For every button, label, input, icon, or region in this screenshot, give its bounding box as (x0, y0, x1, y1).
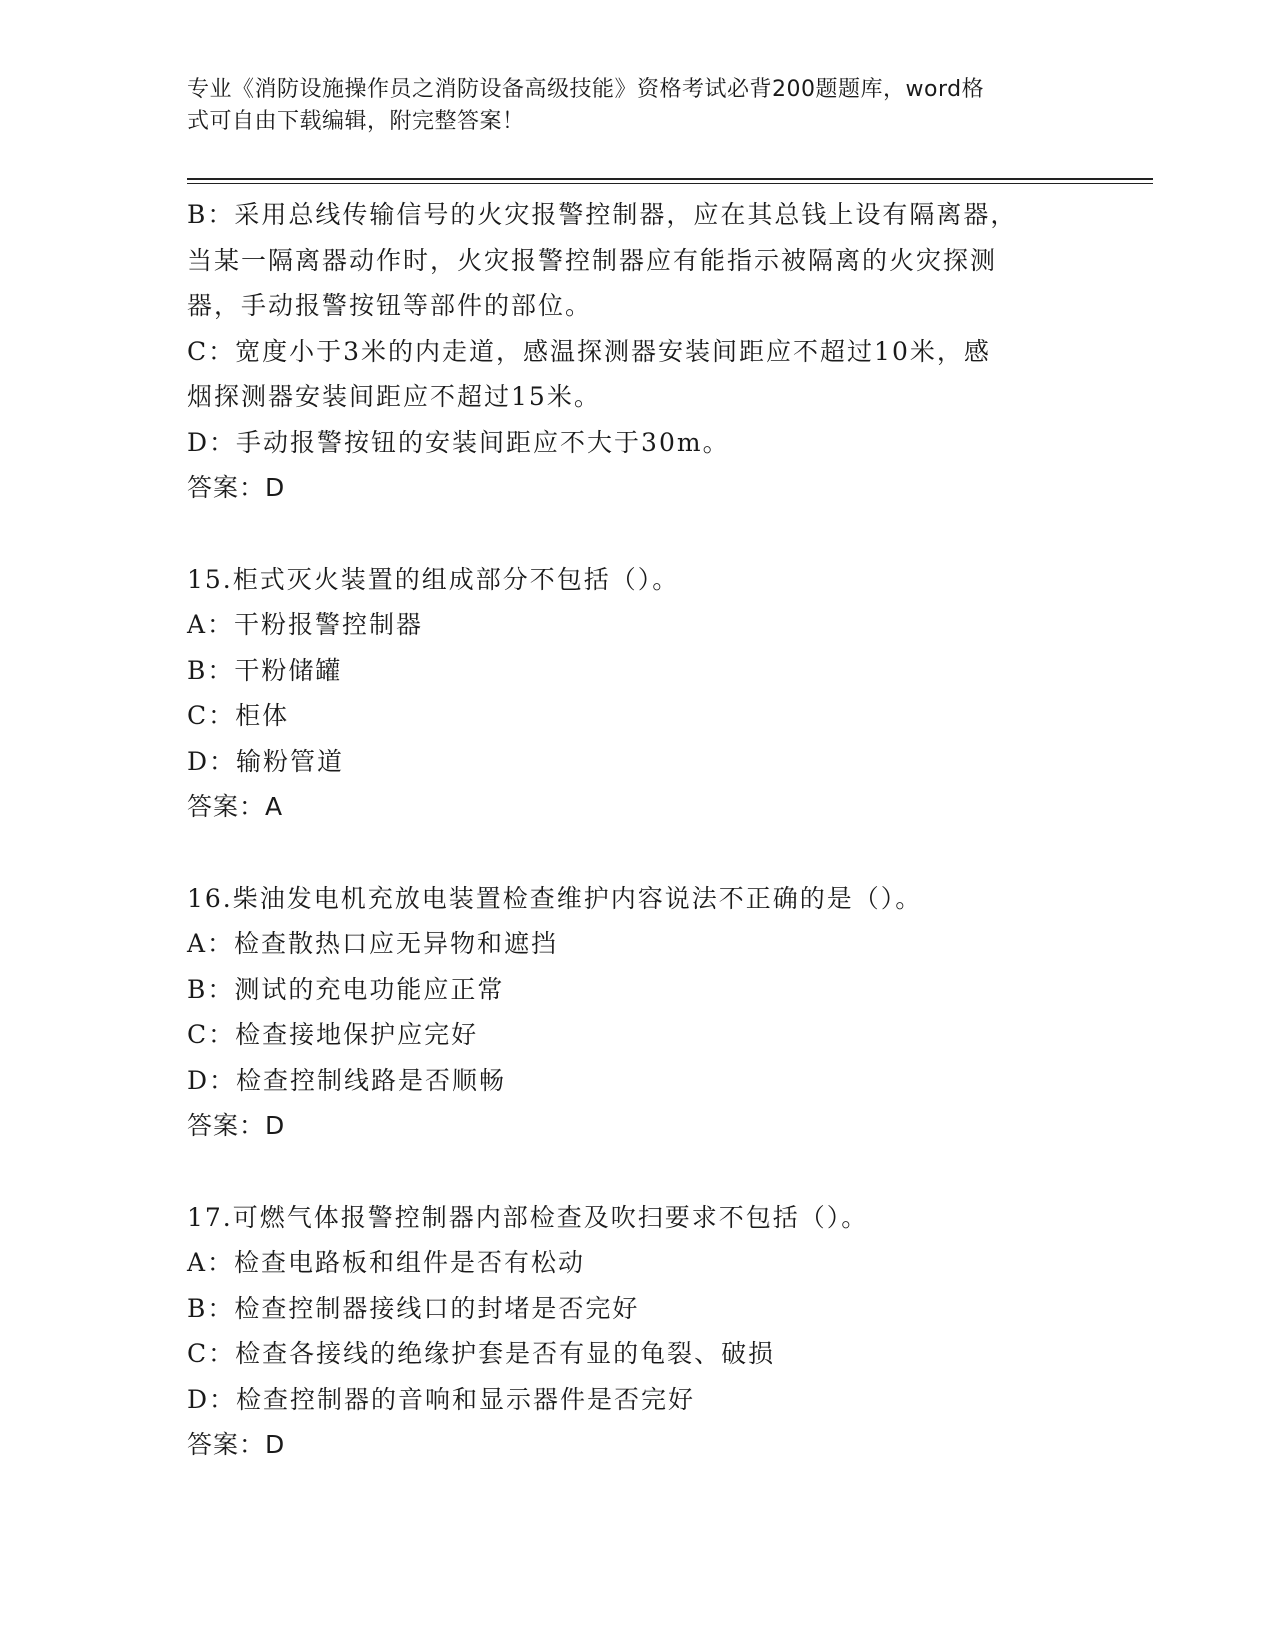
question-17 (187, 1195, 1067, 1468)
option-c: C：柜体 (187, 701, 290, 730)
header-line-1: 专业《消防设施操作员之消防设备高级技能》资格考试必背200题题库，word格 (187, 77, 985, 102)
option-c: C：检查接地保护应完好 (187, 1020, 479, 1049)
header-rule-thick (187, 178, 1153, 180)
header-line-2: 式可自由下载编辑，附完整答案！ (187, 109, 525, 134)
option-d: D：检查控制器的音响和显示器件是否完好 (187, 1384, 696, 1414)
option-line: 当某一隔离器动作时，火灾报警控制器应有能指示被隔离的火灾探测 (187, 245, 998, 275)
option-d: D：输粉管道 (187, 746, 345, 776)
option-a: A：干粉报警控制器 (187, 610, 424, 639)
option-c: C：检查各接线的绝缘护套是否有显的龟裂、破损 (187, 1339, 776, 1368)
option-b: B：检查控制器接线口的封堵是否完好 (187, 1293, 640, 1323)
question-15 (187, 557, 1067, 830)
option-line: 器，手动报警按钮等部件的部位。 (187, 291, 593, 320)
option-line: C：宽度小于3米的内走道，感温探测器安装间距应不超过10米，感 (187, 336, 991, 366)
document-header (187, 74, 1067, 138)
answer-line: 答案：D (187, 1430, 286, 1459)
question-16 (187, 876, 1067, 1149)
answer-line: 答案：A (187, 792, 284, 821)
option-line: 烟探测器安装间距应不超过15米。 (187, 382, 601, 411)
question-content (187, 192, 1067, 1468)
question-stem: 17.可燃气体报警控制器内部检查及吹扫要求不包括（）。 (187, 1202, 869, 1232)
option-a: A：检查散热口应无异物和遮挡 (187, 929, 559, 958)
option-d: D：检查控制线路是否顺畅 (187, 1065, 507, 1095)
option-line: B：采用总线传输信号的火灾报警控制器，应在其总钱上设有隔离器， (187, 200, 1018, 229)
question-stem: 15.柜式灭火装置的组成部分不包括（）。 (187, 564, 680, 594)
option-b: B：干粉储罐 (187, 655, 343, 685)
question-stem: 16.柴油发电机充放电装置检查维护内容说法不正确的是（）。 (187, 883, 923, 913)
continued-question (187, 192, 1067, 511)
option-a: A：检查电路板和组件是否有松动 (187, 1248, 586, 1277)
answer-line: 答案：D (187, 473, 286, 502)
option-b: B：测试的充电功能应正常 (187, 974, 505, 1004)
header-rule-thin (187, 183, 1153, 184)
option-line: D：手动报警按钮的安装间距应不大于30m。 (187, 427, 730, 457)
answer-line: 答案：D (187, 1111, 286, 1140)
